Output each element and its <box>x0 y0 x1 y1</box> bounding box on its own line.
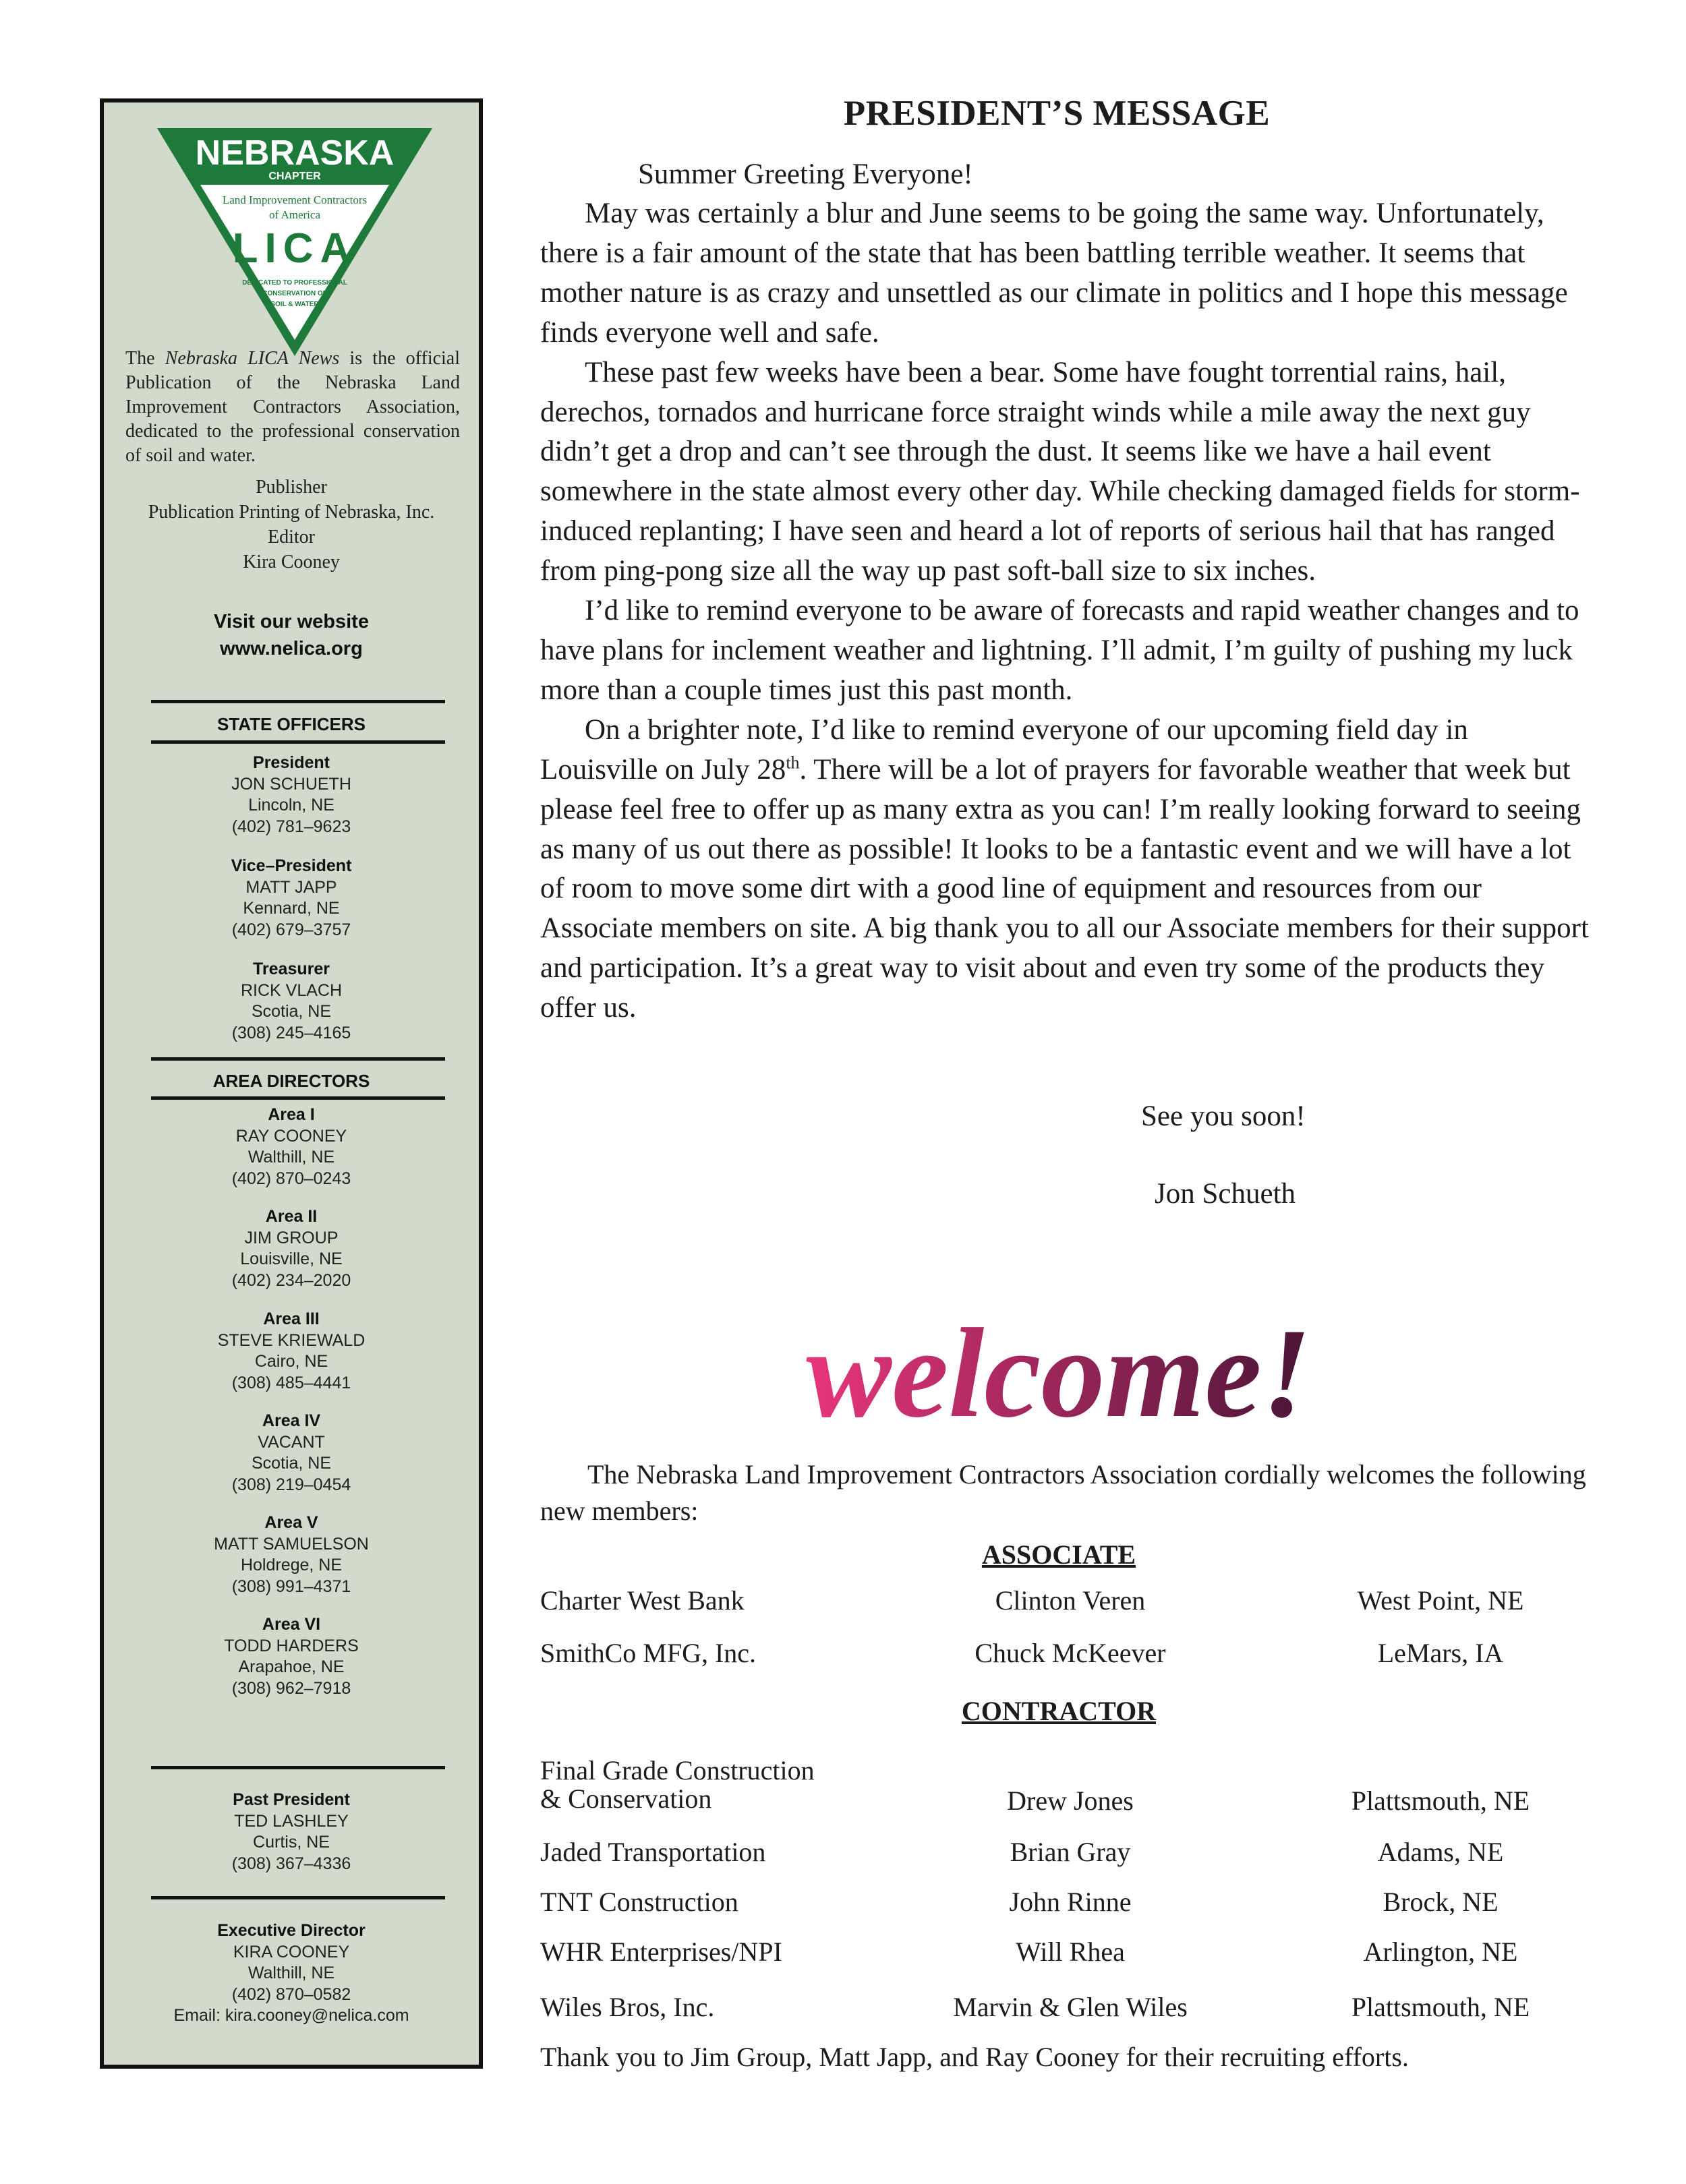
director-area-4: Area IV VACANT Scotia, NE (308) 219–0454 <box>231 1411 351 1494</box>
member-contact: Will Rhea <box>1016 1937 1125 1967</box>
member-contact: Chuck McKeever <box>975 1638 1166 1668</box>
state-officers-heading: STATE OFFICERS <box>216 714 366 734</box>
area-directors-heading: AREA DIRECTORS <box>212 1071 370 1091</box>
table-row <box>540 1989 1592 2026</box>
divider <box>151 1766 445 1769</box>
member-company: Jaded Transportation <box>540 1837 766 1867</box>
member-company: Wiles Bros, Inc. <box>540 1992 715 2022</box>
logo-acronym: LICA <box>232 225 357 272</box>
publication-name: Nebraska LICA News <box>165 348 340 369</box>
visit-label: Visit our website <box>214 611 369 632</box>
member-company: Final Grade Construction & Conservation <box>540 1755 815 1814</box>
member-contact: Drew Jones <box>1007 1785 1134 1816</box>
presidents-message-body <box>540 194 1592 1028</box>
message-signature: Jon Schueth <box>1155 1178 1296 1210</box>
officer-vice-president: Vice–President MATT JAPP Kennard, NE (402) 679–3757 <box>231 856 352 939</box>
member-location: LeMars, IA <box>1377 1638 1504 1668</box>
table-row <box>540 1583 1592 1619</box>
director-area-6: Area VI TODD HARDERS Arapahoe, NE (308) 962–7918 <box>224 1615 359 1698</box>
member-location: Plattsmouth, NE <box>1351 1992 1530 2022</box>
divider <box>151 1096 445 1100</box>
website-link[interactable]: www.nelica.org <box>220 638 363 659</box>
director-area-5: Area V MATT SAMUELSON Holdrege, NE (308) 991–4371 <box>214 1513 369 1596</box>
member-location: Adams, NE <box>1377 1837 1504 1867</box>
member-contact: John Rinne <box>1009 1887 1132 1917</box>
divider <box>151 740 445 744</box>
member-location: West Point, NE <box>1357 1585 1524 1616</box>
member-contact: Clinton Veren <box>995 1585 1146 1616</box>
director-area-1: Area I RAY COONEY Walthill, NE (402) 870–0243 <box>231 1105 351 1188</box>
member-company: Charter West Bank <box>540 1585 745 1616</box>
publisher-block <box>104 475 479 574</box>
editor-name: Kira Cooney <box>243 552 340 572</box>
recruiting-thanks: Thank you to Jim Group, Matt Japp, and Ray Cooney for their recruiting efforts. <box>540 2042 1409 2072</box>
logo-org-line1: Land Improvement Contractors <box>222 194 368 206</box>
logo-tag-line3: SOIL & WATER <box>270 301 319 308</box>
member-company: TNT Construction <box>540 1887 738 1917</box>
table-row <box>540 1934 1592 1970</box>
welcome-text: welcome! <box>806 1303 1312 1444</box>
member-location: Brock, NE <box>1383 1887 1499 1917</box>
sidebar <box>100 98 483 2069</box>
welcome-intro: The Nebraska Land Improvement Contractors Association cordially welcomes the following new members: <box>540 1459 1586 1526</box>
member-location: Arlington, NE <box>1363 1937 1518 1967</box>
logo-org-line2: of America <box>269 208 320 221</box>
divider <box>151 1896 445 1899</box>
table-row <box>540 1635 1592 1672</box>
officer-president: President JON SCHUETH Lincoln, NE (402) 781–9623 <box>231 753 351 836</box>
director-area-3: Area III STEVE KRIEWALD Cairo, NE (308) 485–4441 <box>217 1309 366 1392</box>
executive-director: Executive Director KIRA COONEY Walthill, NE (402) 870–0582 Email: kira.cooney@nelica.com <box>104 1920 479 2027</box>
message-paragraph: May was certainly a blur and June seems to be going the same way. Unfortunately, there is a fair amount of the state that has been battling terrible weather. It seems that mother nature is as crazy and unsettled as our climate in politics and I hope this message finds everyone well and safe. <box>540 198 1568 349</box>
message-paragraph: These past few weeks have been a bear. Some have fought torrential rains, hail, derechos, tornados and hurricane force straight winds while a mile away the next guy didn’t get a drop and can’t see through the dust. It seems like we have a hail event somewhere in the state almost every other day. While checking damaged fields for storm-induced replanting; I have seen and heard a lot of reports of serious hail that has ranged from ping-pong size all the way up past soft-ball size to six inches. <box>540 356 1580 587</box>
logo-tag-line2: CONSERVATION OF <box>262 290 327 297</box>
divider <box>151 1057 445 1061</box>
publisher-label: Publisher <box>256 477 327 498</box>
table-row <box>540 1884 1592 1920</box>
message-signoff: See you soon! <box>1141 1100 1306 1132</box>
divider <box>151 700 445 703</box>
logo-top-word: NEBRASKA <box>195 134 395 173</box>
member-contact: Marvin & Glen Wiles <box>953 1992 1188 2022</box>
director-area-2: Area II JIM GROUP Louisville, NE (402) 234–2020 <box>231 1207 351 1290</box>
nebraska-lica-logo <box>153 124 436 360</box>
past-president: Past President TED LASHLEY Curtis, NE (308) 367–4336 <box>231 1790 351 1873</box>
website-block <box>104 608 479 662</box>
member-company: SmithCo MFG, Inc. <box>540 1638 757 1668</box>
member-contact: Brian Gray <box>1010 1837 1131 1867</box>
welcome-graphic <box>806 1295 1312 1450</box>
table-row <box>540 1757 1592 1817</box>
message-paragraph: On a brighter note, I’d like to remind everyone of our upcoming field day in Louisville on July 28th. There will be a lot of prayers for favorable weather that week but please feel free to offer up as many extra as you can! I’m really looking forward to seeing as many of us out there as possible! It looks to be a fantastic event and we will have a lot of room to move some dirt with a good line of equipment and resources from our Associate members on site. A big thank you to all our Associate members for their support and participation. It’s a great way to visit about and even try some of the products they offer us. <box>540 713 1589 1024</box>
officer-treasurer: Treasurer RICK VLACH Scotia, NE (308) 245–4165 <box>231 960 351 1042</box>
associate-heading: ASSOCIATE <box>981 1539 1136 1570</box>
logo-tag-line1: DEDICATED TO PROFESSIONAL <box>242 279 347 287</box>
publisher-name: Publication Printing of Nebraska, Inc. <box>148 502 435 523</box>
member-location: Plattsmouth, NE <box>1351 1785 1530 1816</box>
publication-intro: The Nebraska LICA News is the official Publication of the Nebraska Land Improvement Contractors Association, dedicated to the professional conservation of soil and water. <box>125 348 461 466</box>
message-greeting: Summer Greeting Everyone! <box>638 158 973 190</box>
editor-label: Editor <box>268 527 315 548</box>
contractor-heading: CONTRACTOR <box>961 1696 1157 1726</box>
page-title: PRESIDENT’S MESSAGE <box>843 94 1271 133</box>
message-paragraph: I’d like to remind everyone to be aware of forecasts and rapid weather changes and to have plans for inclement weather and lightning. I’ll admit, I’m guilty of pushing my luck more than a couple times just this past month. <box>540 595 1579 706</box>
logo-chapter: CHAPTER <box>268 171 321 182</box>
table-row <box>540 1834 1592 1870</box>
member-company: WHR Enterprises/NPI <box>540 1937 782 1967</box>
executive-director-email[interactable]: Email: kira.cooney@nelica.com <box>173 2006 409 2025</box>
